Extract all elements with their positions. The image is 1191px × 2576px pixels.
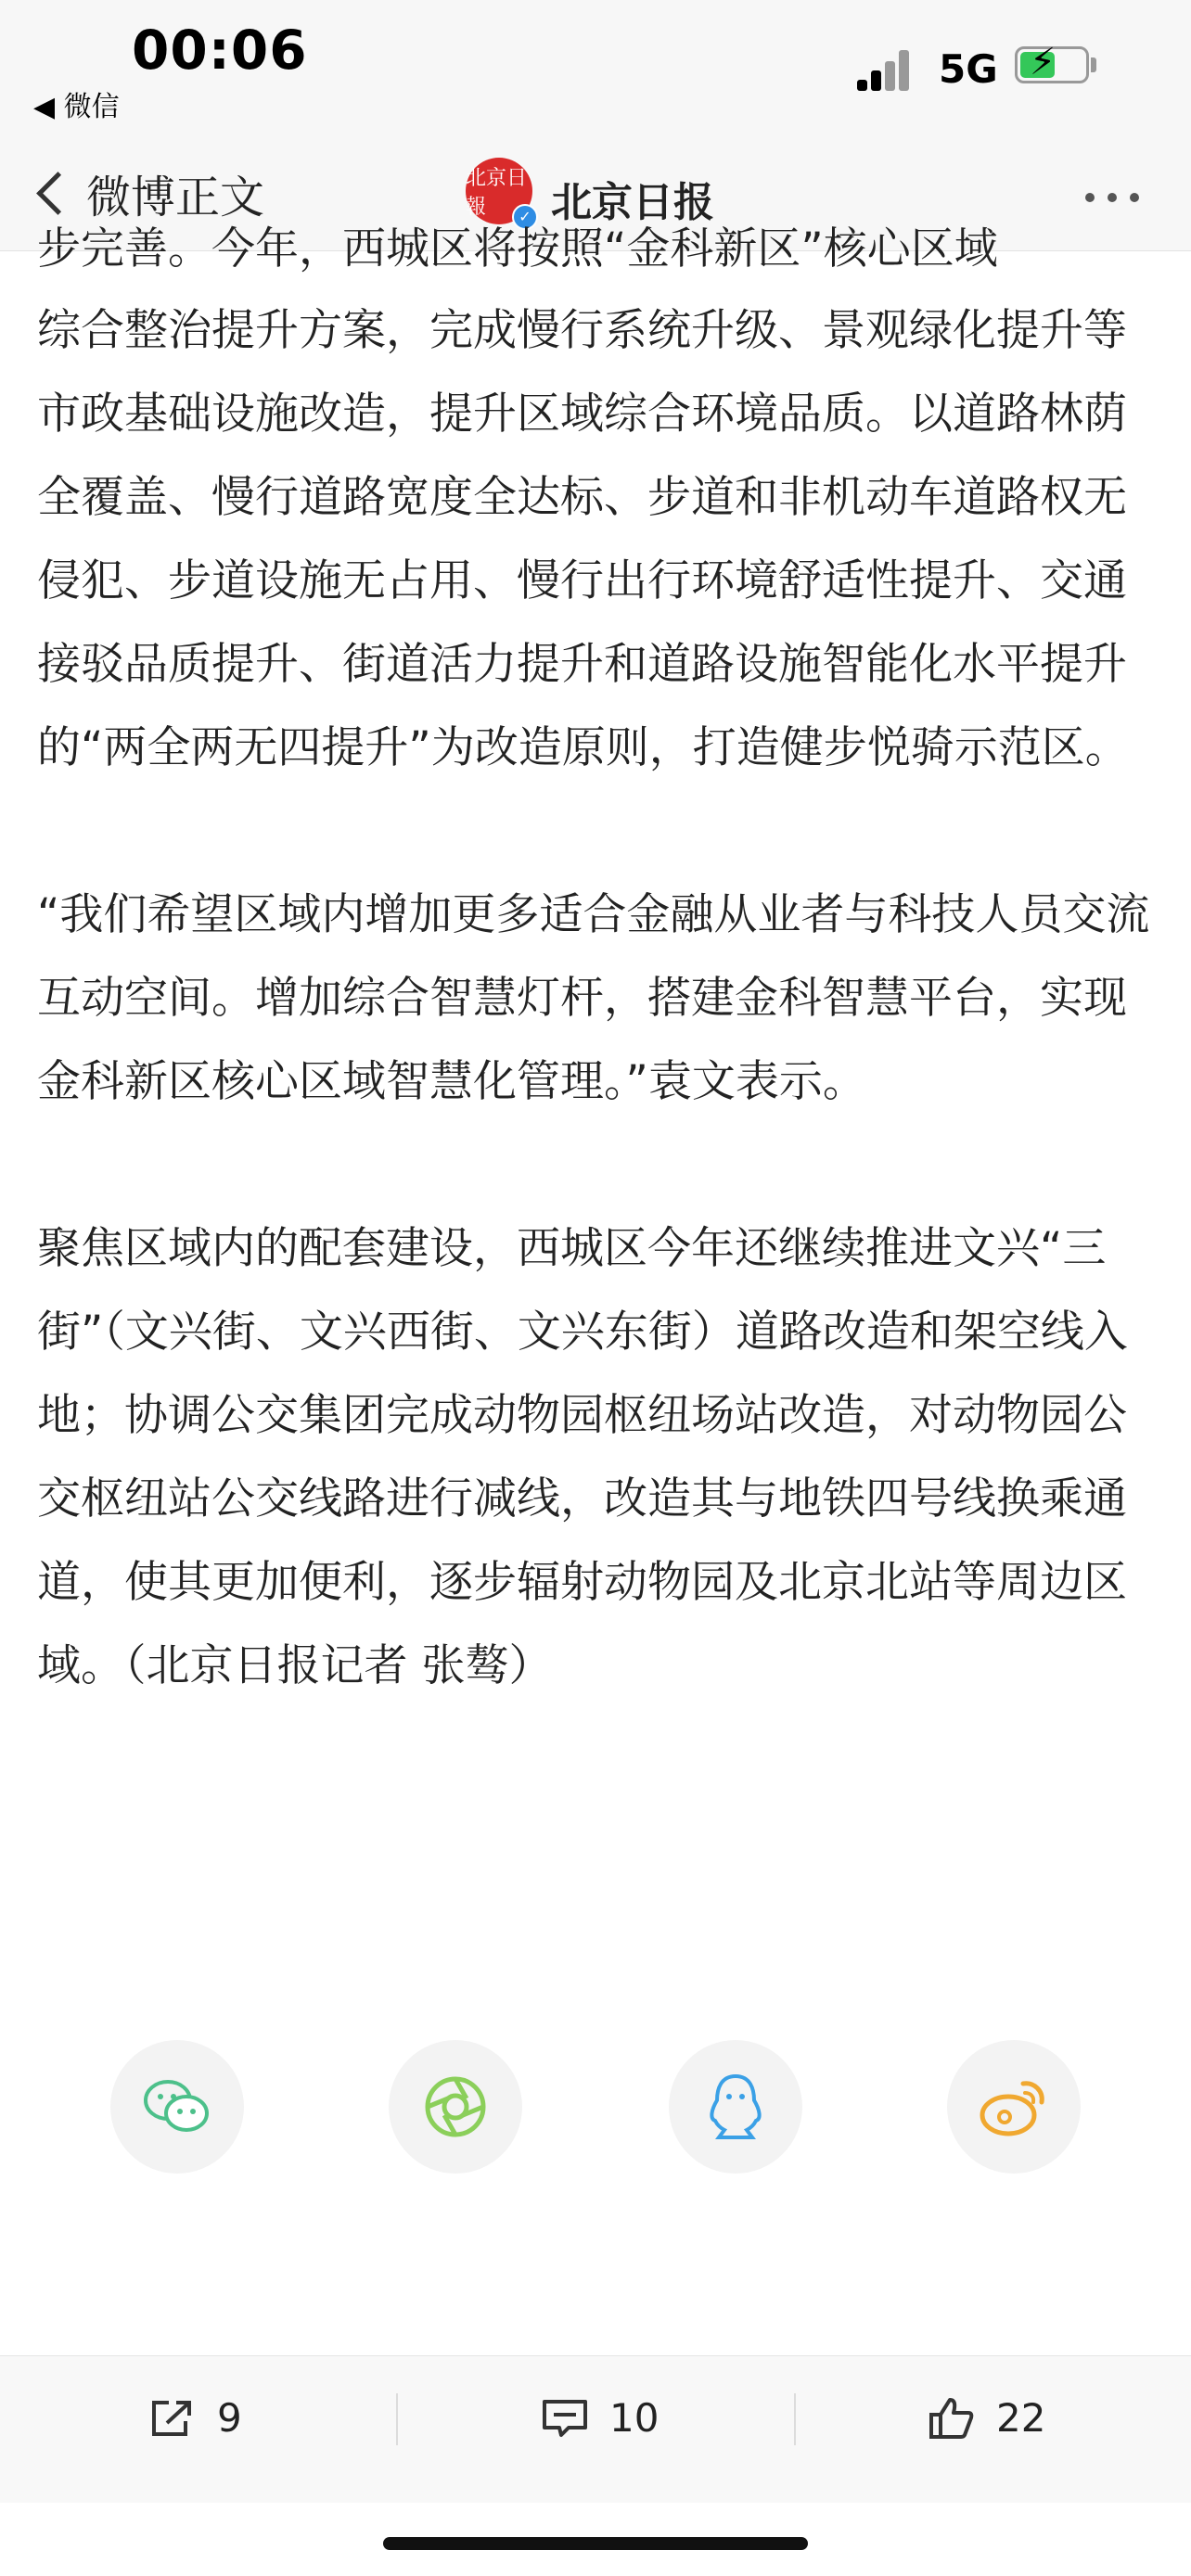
repost-icon bbox=[148, 2397, 197, 2440]
share-weibo-button[interactable] bbox=[947, 2040, 1081, 2174]
share-moments-button[interactable] bbox=[389, 2040, 522, 2174]
share-wechat-button[interactable] bbox=[110, 2040, 244, 2174]
back-to-wechat-link[interactable]: ◀ 微信 bbox=[33, 91, 120, 123]
like-button[interactable] bbox=[928, 2395, 1045, 2441]
bottom-toolbar bbox=[0, 2355, 1191, 2503]
charging-icon: ⚡ bbox=[1030, 41, 1057, 83]
article-paragraph: 聚焦区域内的配套建设，西城区今年还继续推进文兴“三街”（文兴街、文兴西街、文兴东街）道路改造和架空线入地；协调公交集团完成动物园枢纽场站改造，对动物园公交枢纽站公交线路进行减线，改造其与地铁四号线换乘通道，使其更加便利，逐步辐射动物园及北京北站等周边区域。（北京日报记者 张骜） bbox=[37, 1223, 1128, 1691]
repost-count: 9 bbox=[217, 2395, 242, 2441]
status-bar bbox=[0, 0, 1191, 139]
comment-count: 10 bbox=[609, 2395, 660, 2441]
back-label: 微博正文 bbox=[86, 172, 265, 223]
like-count: 22 bbox=[996, 2395, 1046, 2441]
share-qq-button[interactable] bbox=[669, 2040, 802, 2174]
thumbs-up-icon bbox=[928, 2396, 976, 2441]
article-paragraph: 综合整治提升方案，完成慢行系统升级、景观绿化提升等市政基础设施改造，提升区域综合环境品质。以道路林荫全覆盖、慢行道路宽度全达标、步道和非机动车道路权无侵犯、步道设施无占用、慢行出行环境舒适性提升、交通接驳品质提升、街道活力提升和道路设施智能化水平提升的“两全两无四提升”为改造原则，打造健步悦骑示范区。 bbox=[37, 305, 1129, 773]
comment-button[interactable] bbox=[541, 2395, 659, 2441]
more-icon[interactable] bbox=[1085, 193, 1139, 202]
repost-button[interactable] bbox=[148, 2395, 242, 2441]
status-time: 00:06 bbox=[132, 19, 308, 82]
moments-icon bbox=[423, 2074, 488, 2139]
qq-icon bbox=[706, 2072, 765, 2141]
wechat-icon bbox=[140, 2074, 214, 2139]
verified-icon: ✓ bbox=[512, 204, 538, 230]
page-title[interactable]: 北京日报 bbox=[551, 179, 714, 226]
article-body bbox=[37, 223, 1159, 1708]
battery-cap bbox=[1091, 57, 1096, 72]
toolbar-divider bbox=[396, 2393, 398, 2445]
network-type: 5G bbox=[939, 46, 998, 92]
comment-icon bbox=[541, 2396, 589, 2441]
article-paragraph: “我们希望区域内增加更多适合金融从业者与科技人员交流互动空间。增加综合智慧灯杆，搭建金科智慧平台，实现金科新区核心区域智慧化管理。”袁文表示。 bbox=[37, 889, 1150, 1107]
avatar[interactable]: 北京日報 bbox=[466, 158, 532, 224]
article-cut-line: 步完善。今年，西城区将按照“金科新区”核心区域 bbox=[37, 223, 998, 274]
weibo-icon bbox=[977, 2074, 1051, 2139]
toolbar-divider bbox=[794, 2393, 796, 2445]
home-indicator[interactable] bbox=[383, 2537, 808, 2550]
signal-icon bbox=[857, 48, 920, 91]
